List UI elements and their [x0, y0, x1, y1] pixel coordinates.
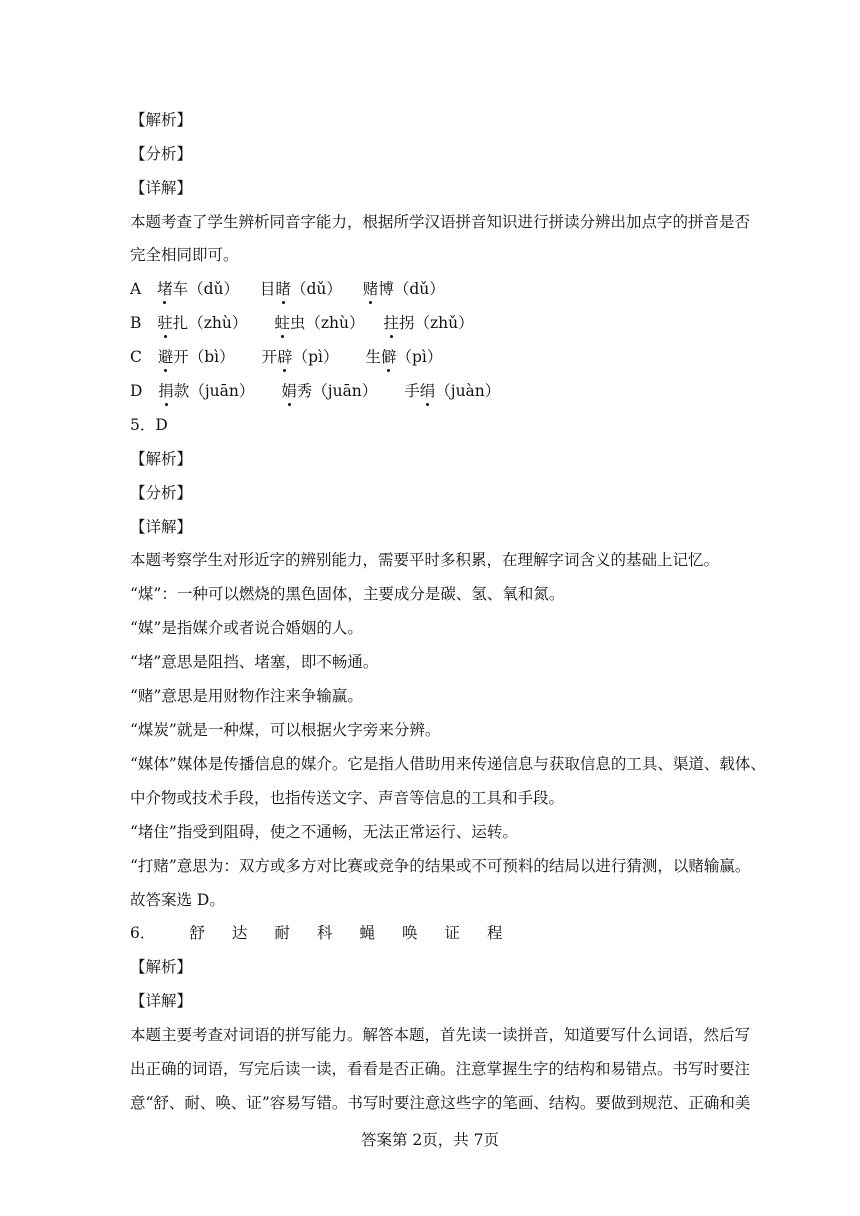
explanation-line: “煤”：一种可以燃烧的黑色固体，主要成分是碳、氢、氧和氮。	[130, 585, 565, 603]
option-row-c: C 避开（bì） 开辟（pì） 生僻（pì）	[130, 348, 443, 366]
explanation-line: “打赌”意思为：双方或多方对比赛或竞争的结果或不可预料的结局以进行猜测，以赌输赢。	[130, 857, 751, 875]
detail-heading: 【详解】	[130, 518, 193, 536]
explanation-line: “赌”意思是用财物作注来争输赢。	[130, 687, 363, 705]
explanation-line: “堵住”指受到阻碍，使之不通畅，无法正常运行、运转。	[130, 823, 518, 841]
analysis-heading: 【解析】	[130, 111, 193, 129]
analysis-heading: 【解析】	[130, 958, 193, 976]
explanation-line: 本题考查了学生辨析同音字能力，根据所学汉语拼音知识进行拼读分辨出加点字的拼音是否	[130, 213, 751, 231]
explanation-line: 中介物或技术手段，也指传送文字、声音等信息的工具和手段。	[130, 789, 565, 807]
option-row-b: B 驻扎（zhù） 蛀虫（zhù） 拄拐（zhǔ）	[130, 314, 474, 332]
explanation-line: “媒”是指媒介或者说合婚姻的人。	[130, 619, 363, 637]
explanation-line: 意“舒、耐、唤、证”容易写错。书写时要注意这些字的笔画、结构。要做到规范、正确和美	[130, 1094, 751, 1112]
option-row-a: A 堵车（dǔ） 目睹（dǔ） 赌博（dǔ）	[130, 280, 445, 298]
analysis-subheading: 【分析】	[130, 145, 193, 163]
question-6-answer: 6． 舒 达 耐 科 蝇 唤 证 程	[130, 924, 503, 942]
analysis-heading: 【解析】	[130, 450, 193, 468]
explanation-line: 完全相同即可。	[130, 246, 239, 264]
page-footer: 答案第 2页，共 7页	[360, 1131, 500, 1149]
detail-heading: 【详解】	[130, 992, 193, 1010]
explanation-line: 出正确的词语，写完后读一读，看看是否正确。注意掌握生字的结构和易错点。书写时要注	[130, 1060, 751, 1078]
detail-heading: 【详解】	[130, 179, 193, 197]
answer-conclusion: 故答案选 D。	[130, 891, 225, 909]
option-row-d: D 捐款（juān） 娟秀（juān） 手绢（juàn）	[130, 382, 501, 400]
explanation-line: “煤炭”就是一种煤，可以根据火字旁来分辨。	[130, 721, 441, 739]
explanation-line: 本题主要考查对词语的拼写能力。解答本题，首先读一读拼音，知道要写什么词语，然后写	[130, 1026, 751, 1044]
explanation-line: 本题考察学生对形近字的辨别能力，需要平时多积累，在理解字词含义的基础上记忆。	[130, 551, 720, 569]
analysis-subheading: 【分析】	[130, 484, 193, 502]
question-5-answer: 5．D	[130, 416, 168, 434]
explanation-line: “堵”意思是阻挡、堵塞，即不畅通。	[130, 653, 379, 671]
explanation-line: “媒体”媒体是传播信息的媒介。它是指人借助用来传递信息与获取信息的工具、渠道、载体、	[130, 755, 766, 773]
